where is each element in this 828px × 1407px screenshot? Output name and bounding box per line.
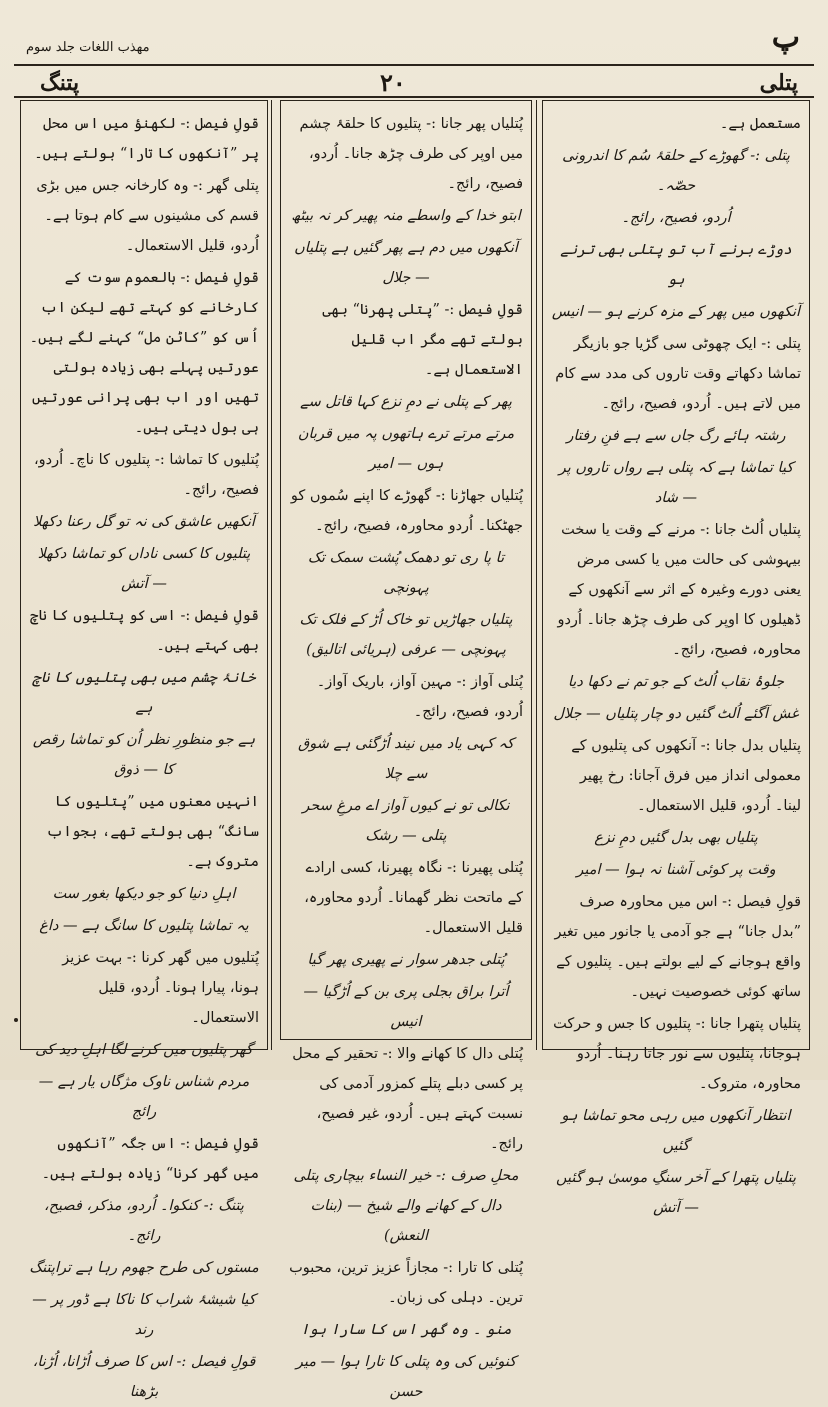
column-divider [536, 100, 537, 1050]
entry-text: اُردو، فصیح، رائج۔ [621, 210, 731, 226]
entry-text: قولِ فیصل :- اس کا صرف اُڑانا، اُڑنا، بڑھنا [32, 1354, 256, 1400]
page-number: ۲۰ [380, 68, 406, 97]
entry-text: کیا شیشۂ شراب کا ناکا ہے ڈور پر — رند [32, 1292, 256, 1338]
entry-text: ہے جو منظورِ نظر اُن کو تماشا رقص کا — ذوق [32, 732, 256, 778]
entry-text: اہلِ دنیا کو جو دیکھا بغور ست [52, 886, 236, 902]
entry-text: کہ کہی یاد میں نیند اُڑگئی ہے شوق سے چلا [298, 736, 514, 782]
guide-word-last: پتنگ [40, 70, 80, 96]
entry-text: پتلیوں کا کسی ناداں کو تماشا دکھلا — آتش [37, 546, 251, 592]
entry-text: پُتلیوں میں گھر کرنا :- بہت عزیز ہونا، پیارا ہونا۔ اُردو، قلیل الاستعمال۔ [62, 950, 259, 1026]
entry-text: قولِ فیصل :- بالعموم سوت کے کارخانے کو کہتے تھے لیکن اب اُس کو ”کاٹن مل“ کہنے لگے ہیں۔ عورتیں پہلے بھی زیادہ بولتی تھیں اور اب بھی پرانی عورتیں ہی بول دیتی ہیں۔ [29, 270, 259, 436]
entry-text: مستوں کی طرح جھوم رہا ہے تراپتنگ [29, 1260, 259, 1276]
entry-text: پُتلی دال کا کھانے والا :- تحقیر کے محل پر کسی دبلے پتلے کمزور آدمی کی نسبت کہتے ہیں۔ اُردو، غیر فصیح، رائج۔ [292, 1046, 523, 1152]
entry-text: مستعمل ہے۔ [719, 116, 801, 132]
entry-text: پتلی گھر :- وہ کارخانہ جس میں بڑی قسم کی مشینوں سے کام ہوتا ہے۔ اُردو، قلیل الاستعمال۔ [36, 178, 259, 254]
entry-text: انہیں معنوں میں ”پتلیوں کا سانگ“ بھی بولتے تھے، بجواب متروک ہے۔ [46, 794, 259, 870]
header-rule-top [14, 64, 814, 66]
header-rule-bottom [14, 96, 814, 98]
entry-text: انتظار آنکھوں میں رہی محو تماشا ہو گئیں [561, 1108, 791, 1154]
column-divider [271, 100, 272, 1050]
entry-text: پُتلی آواز :- مہین آواز، باریک آواز۔ اُردو، فصیح، رائج۔ [316, 674, 523, 720]
entry-text: پُتلی جدھر سوار نے پھیری پھر گیا [307, 952, 505, 968]
entry-text: پتلیاں پتھرا کے آخر سنگِ موسیٰ ہو گئیں — آتش [555, 1170, 797, 1216]
entry-text: آنکھیں عاشق کی نہ تو گل رعنا دکھلا [33, 514, 255, 530]
entry-text: کنوئیں کی وہ پتلی کا تارا ہوا — میر حسن [295, 1354, 517, 1400]
entry-text: ابتو خدا کے واسطے منہ پھیر کر نہ بیٹھ [291, 208, 521, 224]
entry-text: یہ تماشا پتلیوں کا سانگ ہے — داغ [39, 918, 249, 934]
entry-text: پُتلیاں پھر جانا :- پتلیوں کا حلقۂ چشم میں اوپر کی طرف چڑھ جانا۔ اُردو، فصیح، رائج۔ [299, 116, 523, 192]
section-letter: پ [771, 20, 800, 55]
entry-text: گھر پتلیوں میں کرنے لگا اہلِ دید کی [35, 1042, 253, 1058]
entry-text: اُترا براق بجلی پری بن کے اُڑگیا — انیس [303, 984, 509, 1030]
entry-text: نکالی تو نے کیوں آواز اے مرغِ سحر پتلی — رشک [302, 798, 510, 844]
entry-text: رشتہ ہائے رگ جاں سے ہے فنِ رفتار [566, 428, 786, 444]
entry-text: خانۂ چشم میں بھی پتلیوں کا ناچ ہے [32, 670, 256, 716]
entry-text: پُتلیوں کا تماشا :- پتلیوں کا ناچ۔ اُردو، فصیح، رائج۔ [33, 452, 259, 498]
entry-text: قولِ فیصل :- اس میں محاورہ صرف ”بدل جانا“ ہے جو آدمی یا جانور میں تغیر واقع ہوجانے کے لیے بولتے ہیں۔ پتلیوں کے ساتھ کوئی خصوصیت نہیں۔ [554, 894, 801, 1000]
entry-text: پتلیاں بھی بدل گئیں دمِ نزع [594, 830, 758, 846]
entry-text: پتلیاں جھاڑیں تو خاک اُڑ کے فلک تک پہونچی — عرفی (ہریائی اتالیق) [299, 612, 513, 658]
entry-text: وقت پر کوئی آشنا نہ ہوا — امیر [576, 862, 776, 878]
entry-text: پتلی :- ایک چھوٹی سی گڑیا جو بازیگر تماشا دکھاتے وقت تاروں کی مدد سے کام میں لاتے ہیں۔ اُردو، فصیح، رائج۔ [555, 336, 801, 412]
entry-text: غش آگئے اُلٹ گئیں دو چار پتلیاں — جلال [553, 706, 799, 722]
entry-text: تا پا ری تو دھمک پُشت سمک تک پہونچی [307, 550, 505, 596]
entry-text: دوڑے برنے آب تو پتلی بھی ترنے ہو [560, 242, 792, 288]
entry-text: پتلیاں اُلٹ جانا :- مرنے کے وقت یا سخت بیہوشی کی حالت میں یا کسی مرض یعنی دورے وغیرہ کے اثر سے آنکھوں کے ڈھیلوں کا اوپر کی طرف چڑھ جانا۔ اُردو محاورہ، فصیح، رائج۔ [557, 522, 801, 658]
entry-text: مرتے مرتے ترے ہاتھوں پہ میں قربان ہوں — امیر [297, 426, 515, 472]
guide-word-first: پتلی [759, 70, 798, 96]
entry-text: قولِ فیصل :- اس جگہ ”آنکھوں میں گھر کرنا“ زیادہ بولتے ہیں۔ [41, 1136, 259, 1182]
column-left [20, 100, 268, 1400]
entry-text: کیا تماشا ہے کہ پتلی ہے رواں تاروں پر — شاد [558, 460, 794, 506]
entry-text: منو ۔ وہ گھر اس کا سارا ہوا [300, 1322, 512, 1338]
running-title: مهذب اللغات جلد سوم [26, 40, 150, 55]
entry-text: قولِ فیصل :- لکھنؤ میں اس محل پر ”آنکھوں کا تارا“ بولتے ہیں۔ [34, 116, 259, 162]
entry-text: جلوۂ نقاب اُلٹ کے جو تم نے دکھا دیا [567, 674, 785, 690]
entry-text: مردم شناس ناوک مژگاں یار ہے — رائج [38, 1074, 250, 1120]
entry-text: قولِ فیصل :- ”پتلی پھرنا“ بھی بولتے تھے مگر اب قلیل الاستعمال ہے۔ [322, 302, 523, 378]
entry-text: پُتلیاں جھاڑنا :- گھوڑے کا اپنے سُموں کو جھٹکنا۔ اُردو محاورہ، فصیح، رائج۔ [290, 488, 523, 534]
entry-text: آنکھوں میں پھر کے مزہ کرنے ہو — انیس [551, 304, 801, 320]
entry-text: پتلیاں پتھرا جانا :- پتلیوں کا جس و حرکت ہوجانا، پتلیوں سے نور جاتا رہنا۔ اُردو محاورہ، متروک۔ [553, 1016, 801, 1092]
page-mark [14, 1018, 18, 1022]
entry-text: پتنگ :- کنکوا۔ اُردو، مذکر، فصیح، رائج۔ [44, 1198, 244, 1244]
entry-text: پتلیاں بدل جانا :- آنکھوں کی پتلیوں کے معمولی انداز میں فرق آجانا: رخ پھیر لینا۔ اُردو، قلیل الاستعمال۔ [571, 738, 801, 814]
entry-text: قولِ فیصل :- اسی کو پتلیوں کا ناچ بھی کہتے ہیں۔ [30, 608, 259, 654]
entry-text: محلِ صرف :- خیر النساء بیچاری پتلی دال کے کھانے والے شیخ — (بنات النعش) [293, 1168, 519, 1244]
entry-text: آنکھوں میں دم ہے پھر گئیں ہے پتلیاں — جلال [294, 240, 518, 286]
entry-text: پھر کے پتلی نے دمِ نزع کہا قاتل سے [300, 394, 512, 410]
column-middle [280, 100, 532, 1400]
entry-text: پُتلی پھیرنا :- نگاہ پھیرنا، کسی ارادے کے ماتحت نظر گھمانا۔ اُردو محاورہ، قلیل الاستعمال۔ [304, 860, 523, 936]
entry-text: پُتلی کا تارا :- مجازاً عزیز ترین، محبوب ترین۔ دہلی کی زبان۔ [289, 1260, 523, 1306]
column-right [542, 100, 810, 1216]
entry-text: پتلی :- گھوڑے کے حلقۂ سُم کا اندرونی حصّہ۔ [562, 148, 790, 194]
